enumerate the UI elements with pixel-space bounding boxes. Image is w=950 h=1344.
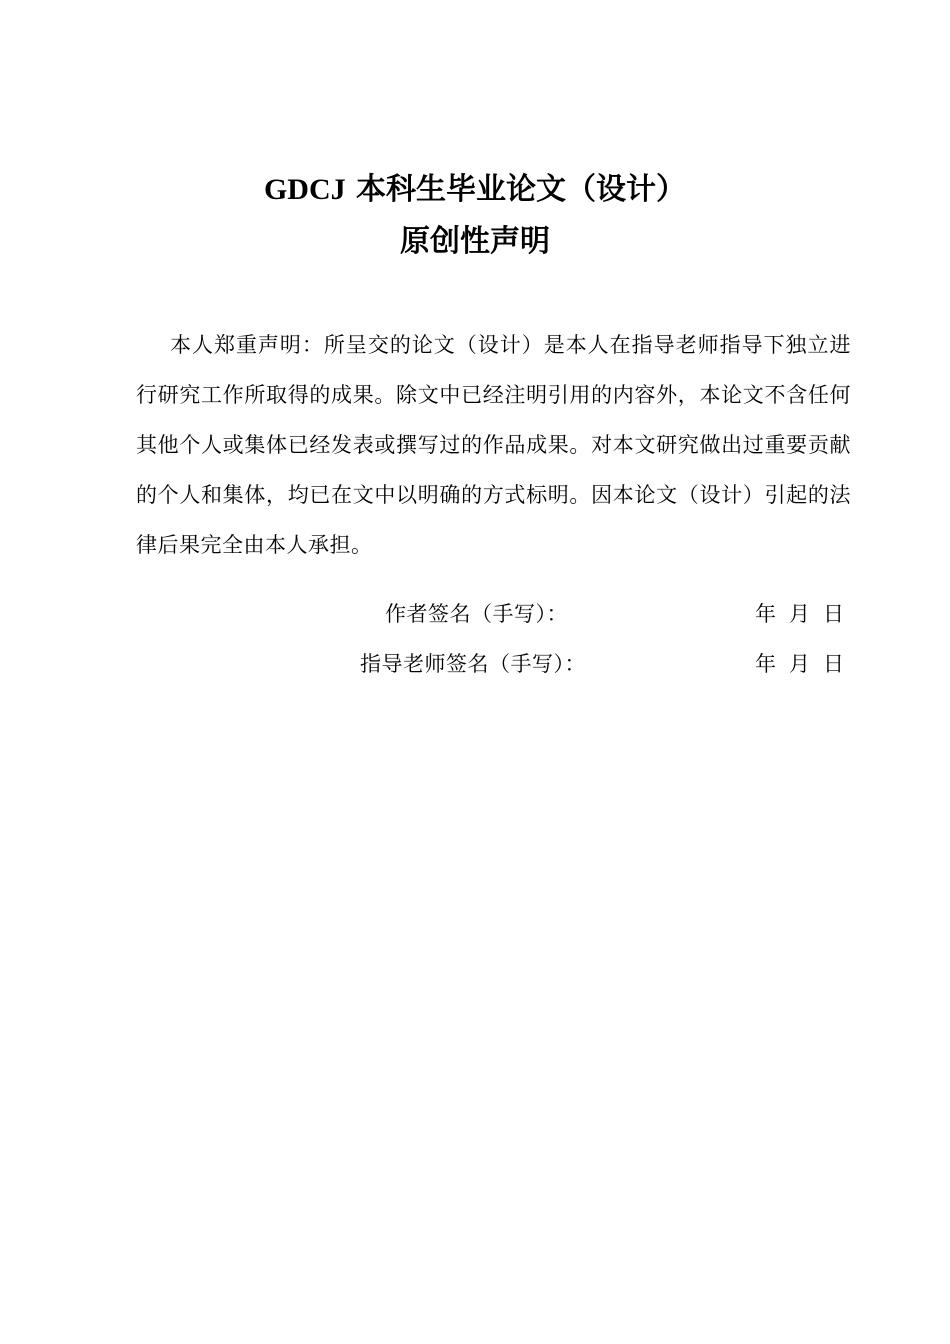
author-date-day: 日 (823, 602, 844, 626)
author-signature-date (755, 594, 844, 634)
advisor-date-year: 年 (755, 652, 776, 676)
author-signature-label: 作者签名（手写）： (385, 602, 568, 626)
advisor-signature-label: 指导老师签名（手写）： (360, 652, 586, 676)
title-line-1: 本科生毕业论文（设计） (345, 172, 687, 207)
declaration-paragraph: 本人郑重声明：所呈交的论文（设计）是本人在指导老师指导下独立进行研究工作所取得的成果。除文中已经注明引用的内容外，本论文不含任何其他个人或集体已经发表或撰写过的作品成果。对本文研究做出过重要贡献的个人和集体，均已在文中以明确的方式标明。因本论文（设计）引起的法律后果完全由本人承担。 (136, 333, 851, 557)
author-date-month: 月 (789, 602, 810, 626)
advisor-signature-date (755, 644, 844, 684)
author-date-year: 年 (755, 602, 776, 626)
page-title (0, 170, 950, 210)
title-latin-prefix: GDCJ (263, 173, 346, 206)
advisor-signature-row (0, 644, 950, 684)
advisor-date-month: 月 (789, 652, 810, 676)
advisor-date-day: 日 (823, 652, 844, 676)
author-signature-row (0, 594, 950, 634)
page-subtitle: 原创性声明 (400, 224, 550, 259)
